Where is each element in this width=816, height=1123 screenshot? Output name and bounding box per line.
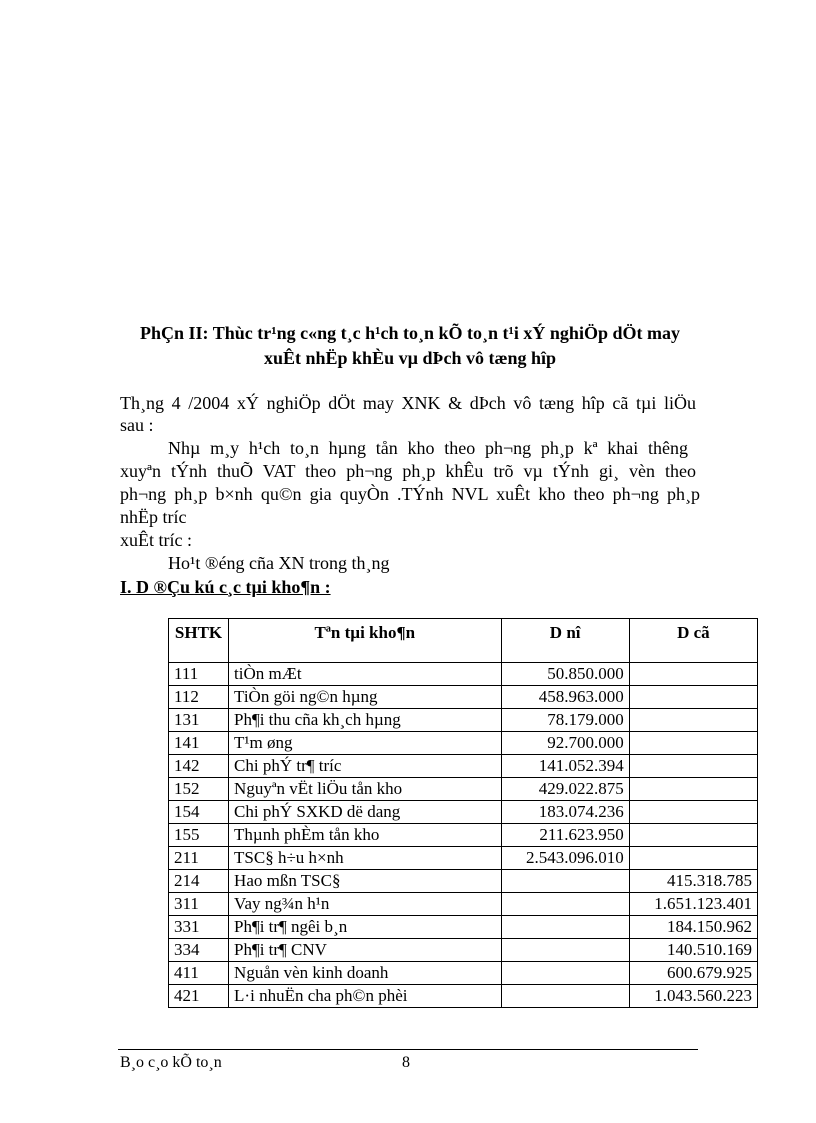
account-code: 211 [169,847,229,870]
table-row [169,893,758,916]
header-name: Tªn tµi kho¶n [229,619,502,663]
debit-balance: 2.543.096.010 [501,847,629,870]
account-code: 141 [169,732,229,755]
debit-balance [501,939,629,962]
intro-line-3: Nhµ m¸y h¹ch to¸n hµng tån kho theo ph¬ng ph¸p kª khai thêng [168,438,688,458]
table-row [169,916,758,939]
table-row [169,870,758,893]
debit-balance [501,916,629,939]
account-code: 112 [169,686,229,709]
table-row [169,755,758,778]
credit-balance [629,824,757,847]
credit-balance [629,847,757,870]
account-name: TiÒn göi ng©n hµng [229,686,502,709]
account-name: Ph¶i tr¶ CNV [229,939,502,962]
debit-balance: 211.623.950 [501,824,629,847]
account-name: Vay ng¾n h¹n [229,893,502,916]
account-code: 131 [169,709,229,732]
credit-balance: 140.510.169 [629,939,757,962]
debit-balance: 458.963.000 [501,686,629,709]
table-row [169,686,758,709]
debit-balance: 141.052.394 [501,755,629,778]
credit-balance [629,778,757,801]
table-row [169,985,758,1008]
credit-balance [629,686,757,709]
table-row [169,962,758,985]
credit-balance [629,801,757,824]
account-name: TSC§ h÷u h×nh [229,847,502,870]
debit-balance [501,870,629,893]
account-name: L·i nhuËn cha ph©n phèi [229,985,502,1008]
chapter-heading-line-2: xuÊt nhËp khÈu vµ dÞch vô tæng hîp [264,348,556,368]
account-name: Ph¶i tr¶ ngêi b¸n [229,916,502,939]
account-name: Thµnh phÈm tån kho [229,824,502,847]
table-row [169,778,758,801]
credit-balance: 1.651.123.401 [629,893,757,916]
section-title: I. D ®Çu kú c¸c tµi kho¶n : [120,577,331,597]
account-name: Nguån vèn kinh doanh [229,962,502,985]
account-code: 152 [169,778,229,801]
credit-balance: 600.679.925 [629,962,757,985]
credit-balance: 184.150.962 [629,916,757,939]
account-name: Hao mßn TSC§ [229,870,502,893]
debit-balance: 50.850.000 [501,663,629,686]
debit-balance [501,985,629,1008]
page-number: 8 [402,1054,410,1071]
table-row [169,709,758,732]
intro-line-8: Ho¹t ®éng cña XN trong th¸ng [168,553,390,573]
table-row [169,663,758,686]
debit-balance: 183.074.236 [501,801,629,824]
footer-divider [118,1049,698,1050]
table-row [169,824,758,847]
debit-balance [501,962,629,985]
table-row [169,801,758,824]
credit-balance [629,732,757,755]
account-code: 155 [169,824,229,847]
header-code: SHTK [169,619,229,663]
account-name: Chi phÝ tr¶ tríc [229,755,502,778]
account-code: 142 [169,755,229,778]
debit-balance [501,893,629,916]
debit-balance: 92.700.000 [501,732,629,755]
account-balance-table [168,618,758,1008]
account-name: tiÒn mÆt [229,663,502,686]
header-debit: D nî [501,619,629,663]
intro-line-1: Th¸ng 4 /2004 xÝ nghiÖp dÖt may XNK & dÞch vô tæng hîp cã tµi liÖu [120,393,696,413]
account-name: T¹m øng [229,732,502,755]
intro-line-6: nhËp tríc [120,507,187,527]
account-code: 334 [169,939,229,962]
credit-balance [629,709,757,732]
debit-balance: 429.022.875 [501,778,629,801]
debit-balance: 78.179.000 [501,709,629,732]
table-row [169,847,758,870]
account-name: Ph¶i thu cña kh¸ch hµng [229,709,502,732]
account-code: 421 [169,985,229,1008]
account-name: Nguyªn vËt liÖu tån kho [229,778,502,801]
table-header-row [169,619,758,663]
credit-balance [629,755,757,778]
account-code: 214 [169,870,229,893]
chapter-heading-line-1: PhÇn II: Thùc tr¹ng c«ng t¸c h¹ch to¸n kÕ to¸n t¹i xÝ nghiÖp dÖt may [140,323,680,343]
table-row [169,939,758,962]
account-code: 311 [169,893,229,916]
intro-line-7: xuÊt tríc : [120,530,192,550]
credit-balance: 415.318.785 [629,870,757,893]
intro-line-5: ph¬ng ph¸p b×nh qu©n gia quyÒn .TÝnh NVL xuÊt kho theo ph¬ng ph¸p [120,484,700,504]
account-code: 331 [169,916,229,939]
credit-balance: 1.043.560.223 [629,985,757,1008]
account-code: 111 [169,663,229,686]
table-row [169,732,758,755]
intro-line-4: xuyªn tÝnh thuÕ VAT theo ph¬ng ph¸p khÊu trõ vµ tÝnh gi¸ vèn theo [120,461,696,481]
credit-balance [629,663,757,686]
header-credit: D cã [629,619,757,663]
account-code: 411 [169,962,229,985]
intro-line-2: sau : [120,415,154,435]
footer-title: B¸o c¸o kÕ to¸n [120,1054,222,1071]
account-code: 154 [169,801,229,824]
account-name: Chi phÝ SXKD dë dang [229,801,502,824]
